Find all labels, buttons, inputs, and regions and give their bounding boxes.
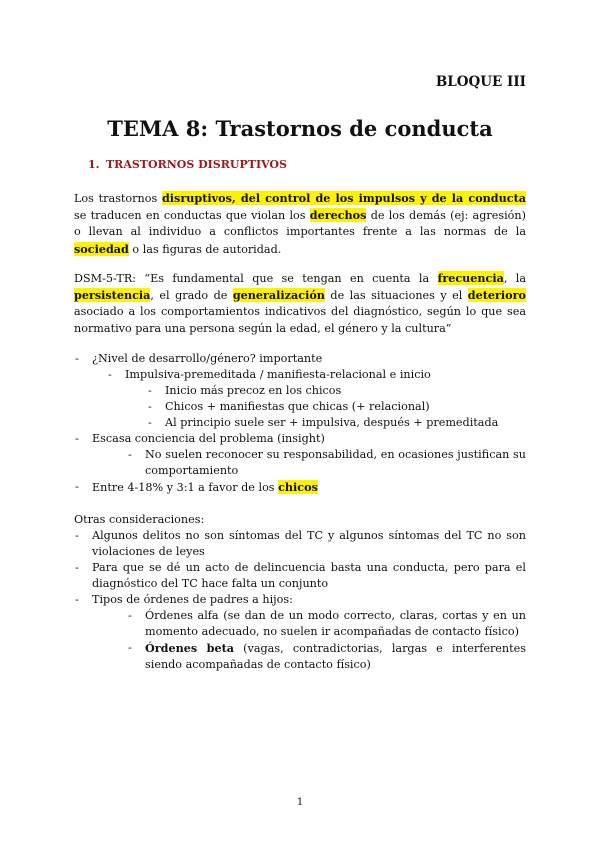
intro-highlight-1: disruptivos, del control de los impulsos y de la conducta	[161, 191, 526, 205]
list-item-text: Escasa conciencia del problema (insight)	[92, 432, 325, 445]
dsm-text-5: asociado a los comportamientos indicativos del diagnóstico, según lo que sea normativo para una persona según la edad, el género y la cultura”	[74, 305, 526, 335]
list-item: - Inicio más precoz en los chicos	[148, 384, 342, 397]
dsm-highlight-persistencia: persistencia	[74, 288, 151, 303]
dsm-text-2: , la	[503, 272, 526, 285]
beta-bold-label: Órdenes beta	[145, 641, 234, 655]
other-considerations-heading: Otras consideraciones:	[74, 513, 205, 526]
dsm-paragraph	[74, 270, 526, 337]
list-item: - Escasa conciencia del problema (insight)	[75, 432, 325, 445]
list-item: - Impulsiva-premeditada / manifiesta-relacional e inicio	[108, 368, 431, 381]
list-item: - Órdenes beta (vagas, contradictorias, largas e interferentes siendo acompañadas de contacto físico)	[128, 641, 526, 671]
page-number: 1	[296, 797, 304, 808]
dsm-highlight-generalizacion: generalización	[232, 288, 325, 303]
section-number: 1.	[88, 158, 100, 171]
list-item: - Entre 4-18% y 3:1 a favor de los chicos	[75, 480, 318, 494]
intro-paragraph	[74, 190, 526, 258]
list-item: - Órdenes alfa (se dan de un modo correcto, claras, cortas y en un momento adecuado, no suelen ir acompañadas de contacto físico)	[128, 609, 526, 638]
intro-highlight-3: sociedad	[74, 241, 129, 256]
highlight-chicos: chicos	[278, 480, 318, 494]
dsm-text-1: DSM-5-TR: “Es fundamental que se tengan en cuenta la	[74, 272, 438, 285]
intro-text-1: Los trastornos	[74, 192, 162, 205]
intro-text-2: se traducen en conductas que violan los	[74, 209, 310, 223]
block-label: BLOQUE III	[435, 74, 526, 90]
list-item-text: (vagas, contradictorias, largas e interferentes siendo acompañadas de contacto físico)	[145, 642, 526, 671]
page-title: TEMA 8: Trastornos de conducta	[107, 116, 493, 141]
dsm-text-3: , el grado de	[150, 289, 233, 303]
list-item: - Para que se dé un acto de delincuencia basta una conducta, pero para el diagnóstico del TC hace falta un conjunto	[75, 561, 526, 590]
list-item-text: Inicio más precoz en los chicos	[165, 384, 342, 397]
list-item: - Tipos de órdenes de padres a hijos:	[75, 593, 293, 606]
list-item-text: No suelen reconocer su responsabilidad, en ocasiones justifican su comportamiento	[145, 448, 526, 477]
list-item-text: Órdenes alfa (se dan de un modo correcto, claras, cortas y en un momento adecuado, no suelen ir acompañadas de contacto físico)	[145, 609, 526, 638]
intro-text-4: o las figuras de autoridad.	[128, 242, 282, 256]
list-item: - Algunos delitos no son síntomas del TC y algunos síntomas del TC no son violaciones de leyes	[75, 529, 526, 558]
list-item-text: Al principio suele ser + impulsiva, después + premeditada	[165, 416, 499, 429]
list-item: - Chicos + manifiestas que chicas (+ relacional)	[148, 400, 430, 413]
dsm-text-4: de las situaciones y el	[324, 289, 468, 303]
list-item-text: Impulsiva-premeditada / manifiesta-relacional e inicio	[125, 368, 431, 381]
list-item-text: Chicos + manifiestas que chicas (+ relacional)	[165, 400, 430, 413]
intro-highlight-2: derechos	[309, 208, 367, 223]
features-list	[75, 351, 526, 496]
list-item-text: ¿Nivel de desarrollo/género? importante	[92, 352, 323, 365]
list-item-text: Para que se dé un acto de delincuencia basta una conducta, pero para el diagnóstico del TC hace falta un conjunto	[92, 561, 526, 590]
list-item: - Al principio suele ser + impulsiva, después + premeditada	[148, 416, 499, 429]
list-item-text: Entre 4-18% y 3:1 a favor de los	[92, 481, 279, 494]
list-item-text: Tipos de órdenes de padres a hijos:	[92, 593, 293, 606]
list-item-text: Algunos delitos no son síntomas del TC y algunos síntomas del TC no son violaciones de leyes	[92, 529, 526, 558]
considerations-list	[75, 528, 526, 673]
section-heading	[88, 158, 287, 171]
list-item: - No suelen reconocer su responsabilidad, en ocasiones justifican su comportamiento	[128, 448, 526, 477]
list-item: - ¿Nivel de desarrollo/género? importante	[75, 352, 323, 365]
intro-text-3: de los demás (ej: agresión) o llevan al individuo a conflictos importantes frente a las normas de la	[74, 209, 526, 239]
section-title: TRASTORNOS DISRUPTIVOS	[106, 158, 287, 171]
dsm-highlight-frecuencia: frecuencia	[437, 271, 504, 285]
dsm-highlight-deterioro: deterioro	[467, 288, 526, 303]
